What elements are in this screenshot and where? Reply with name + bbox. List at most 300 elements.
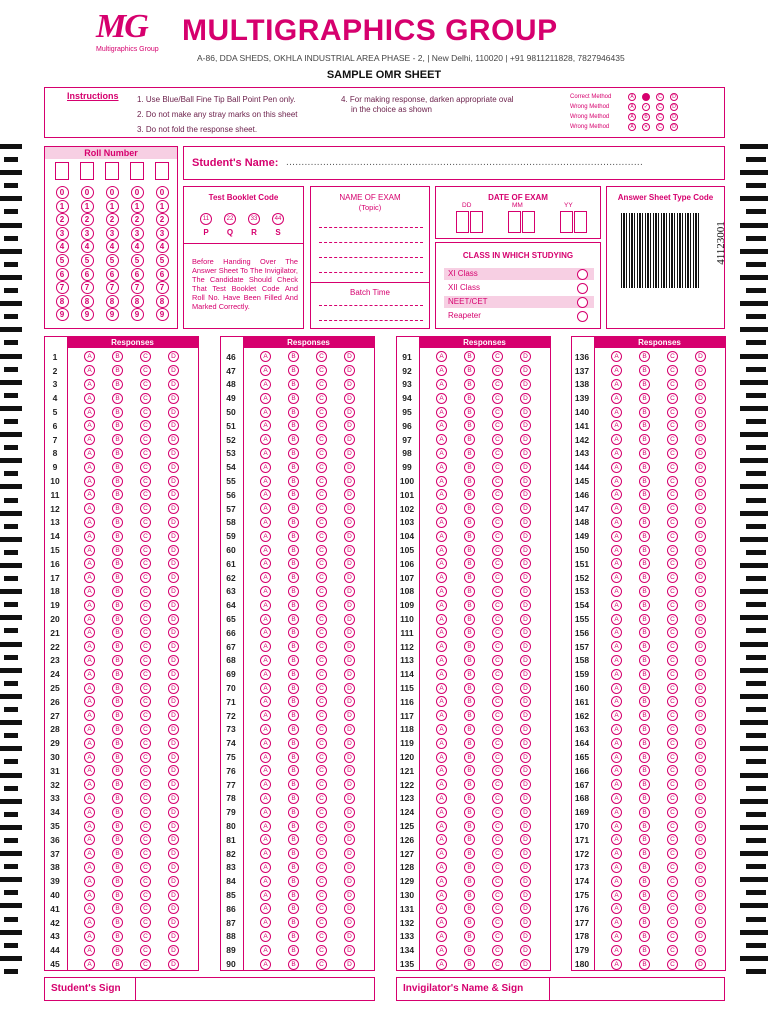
roll-bubble[interactable]: 6 bbox=[56, 268, 69, 281]
answer-bubble[interactable]: C bbox=[492, 434, 503, 445]
answer-bubble[interactable]: B bbox=[112, 641, 123, 652]
answer-bubble[interactable]: C bbox=[140, 627, 151, 638]
answer-bubble[interactable]: C bbox=[140, 476, 151, 487]
answer-bubble[interactable]: A bbox=[260, 931, 271, 942]
answer-bubble[interactable]: C bbox=[667, 834, 678, 845]
answer-bubble[interactable]: D bbox=[695, 876, 706, 887]
answer-bubble[interactable]: A bbox=[84, 434, 95, 445]
answer-bubble[interactable]: D bbox=[520, 641, 531, 652]
roll-bubble[interactable]: 0 bbox=[81, 186, 94, 199]
booklet-code-bubble[interactable]: 44 bbox=[272, 213, 284, 225]
answer-bubble[interactable]: C bbox=[140, 641, 151, 652]
answer-bubble[interactable]: D bbox=[168, 655, 179, 666]
roll-bubble[interactable]: 5 bbox=[81, 254, 94, 267]
answer-bubble[interactable]: C bbox=[140, 807, 151, 818]
answer-bubble[interactable]: D bbox=[695, 379, 706, 390]
answer-bubble[interactable]: A bbox=[260, 503, 271, 514]
answer-bubble[interactable]: A bbox=[436, 379, 447, 390]
answer-bubble[interactable]: C bbox=[316, 365, 327, 376]
answer-bubble[interactable]: D bbox=[695, 655, 706, 666]
answer-bubble[interactable]: A bbox=[436, 614, 447, 625]
answer-bubble[interactable]: A bbox=[84, 393, 95, 404]
roll-write-box[interactable] bbox=[80, 162, 94, 180]
answer-bubble[interactable]: C bbox=[492, 807, 503, 818]
answer-bubble[interactable]: B bbox=[288, 476, 299, 487]
answer-bubble[interactable]: B bbox=[639, 393, 650, 404]
answer-bubble[interactable]: A bbox=[611, 641, 622, 652]
answer-bubble[interactable]: C bbox=[140, 683, 151, 694]
answer-bubble[interactable]: B bbox=[639, 931, 650, 942]
answer-bubble[interactable]: D bbox=[344, 931, 355, 942]
roll-bubble[interactable]: 8 bbox=[131, 295, 144, 308]
answer-bubble[interactable]: D bbox=[520, 434, 531, 445]
answer-bubble[interactable]: A bbox=[260, 531, 271, 542]
roll-bubble[interactable]: 0 bbox=[156, 186, 169, 199]
answer-bubble[interactable]: D bbox=[520, 531, 531, 542]
answer-bubble[interactable]: C bbox=[316, 407, 327, 418]
answer-bubble[interactable]: C bbox=[316, 779, 327, 790]
answer-bubble[interactable]: D bbox=[520, 683, 531, 694]
answer-bubble[interactable]: C bbox=[316, 862, 327, 873]
answer-bubble[interactable]: C bbox=[316, 807, 327, 818]
answer-bubble[interactable]: D bbox=[695, 365, 706, 376]
answer-bubble[interactable]: B bbox=[288, 558, 299, 569]
batch-line[interactable] bbox=[319, 305, 423, 306]
answer-bubble[interactable]: C bbox=[492, 890, 503, 901]
roll-bubble[interactable]: 7 bbox=[81, 281, 94, 294]
answer-bubble[interactable]: A bbox=[436, 738, 447, 749]
answer-bubble[interactable]: D bbox=[168, 696, 179, 707]
answer-bubble[interactable]: B bbox=[112, 931, 123, 942]
answer-bubble[interactable]: C bbox=[492, 862, 503, 873]
answer-bubble[interactable]: D bbox=[695, 848, 706, 859]
roll-bubble[interactable]: 2 bbox=[156, 213, 169, 226]
answer-bubble[interactable]: C bbox=[667, 365, 678, 376]
answer-bubble[interactable]: D bbox=[168, 779, 179, 790]
answer-bubble[interactable]: A bbox=[260, 655, 271, 666]
answer-bubble[interactable]: C bbox=[316, 917, 327, 928]
answer-bubble[interactable]: B bbox=[288, 807, 299, 818]
answer-bubble[interactable]: C bbox=[667, 724, 678, 735]
answer-bubble[interactable]: A bbox=[436, 393, 447, 404]
answer-bubble[interactable]: A bbox=[260, 572, 271, 583]
answer-bubble[interactable]: C bbox=[492, 627, 503, 638]
answer-bubble[interactable]: B bbox=[288, 351, 299, 362]
answer-bubble[interactable]: B bbox=[464, 655, 475, 666]
answer-bubble[interactable]: B bbox=[639, 407, 650, 418]
answer-bubble[interactable]: B bbox=[464, 503, 475, 514]
answer-bubble[interactable]: A bbox=[260, 793, 271, 804]
answer-bubble[interactable]: A bbox=[84, 779, 95, 790]
answer-bubble[interactable]: D bbox=[520, 834, 531, 845]
answer-bubble[interactable]: B bbox=[112, 503, 123, 514]
answer-bubble[interactable]: B bbox=[639, 600, 650, 611]
answer-bubble[interactable]: B bbox=[639, 683, 650, 694]
answer-bubble[interactable]: A bbox=[611, 834, 622, 845]
answer-bubble[interactable]: A bbox=[611, 710, 622, 721]
answer-bubble[interactable]: A bbox=[436, 600, 447, 611]
answer-bubble[interactable]: A bbox=[260, 821, 271, 832]
roll-bubble[interactable]: 2 bbox=[56, 213, 69, 226]
answer-bubble[interactable]: D bbox=[168, 448, 179, 459]
answer-bubble[interactable]: C bbox=[140, 793, 151, 804]
roll-bubble[interactable]: 3 bbox=[131, 227, 144, 240]
answer-bubble[interactable]: D bbox=[695, 931, 706, 942]
answer-bubble[interactable]: B bbox=[288, 614, 299, 625]
answer-bubble[interactable]: D bbox=[168, 862, 179, 873]
answer-bubble[interactable]: D bbox=[520, 489, 531, 500]
answer-bubble[interactable]: A bbox=[84, 821, 95, 832]
answer-bubble[interactable]: B bbox=[464, 738, 475, 749]
answer-bubble[interactable]: C bbox=[667, 448, 678, 459]
answer-bubble[interactable]: C bbox=[667, 503, 678, 514]
answer-bubble[interactable]: B bbox=[464, 379, 475, 390]
answer-bubble[interactable]: C bbox=[316, 738, 327, 749]
answer-bubble[interactable]: D bbox=[168, 793, 179, 804]
answer-bubble[interactable]: B bbox=[288, 641, 299, 652]
answer-bubble[interactable]: C bbox=[316, 931, 327, 942]
answer-bubble[interactable]: D bbox=[695, 696, 706, 707]
answer-bubble[interactable]: A bbox=[436, 821, 447, 832]
answer-bubble[interactable]: A bbox=[436, 931, 447, 942]
answer-bubble[interactable]: D bbox=[520, 862, 531, 873]
answer-bubble[interactable]: D bbox=[168, 614, 179, 625]
answer-bubble[interactable]: D bbox=[695, 351, 706, 362]
class-bubble[interactable] bbox=[577, 311, 588, 322]
date-digit-box[interactable] bbox=[470, 211, 483, 233]
answer-bubble[interactable]: D bbox=[168, 834, 179, 845]
answer-bubble[interactable]: C bbox=[316, 600, 327, 611]
answer-bubble[interactable]: A bbox=[611, 959, 622, 970]
answer-bubble[interactable]: D bbox=[344, 834, 355, 845]
answer-bubble[interactable]: C bbox=[316, 765, 327, 776]
answer-bubble[interactable]: A bbox=[436, 572, 447, 583]
answer-bubble[interactable]: D bbox=[344, 558, 355, 569]
answer-bubble[interactable]: D bbox=[520, 765, 531, 776]
answer-bubble[interactable]: C bbox=[140, 420, 151, 431]
answer-bubble[interactable]: C bbox=[492, 379, 503, 390]
answer-bubble[interactable]: A bbox=[260, 876, 271, 887]
answer-bubble[interactable]: B bbox=[639, 517, 650, 528]
answer-bubble[interactable]: B bbox=[464, 917, 475, 928]
answer-bubble[interactable]: B bbox=[288, 765, 299, 776]
answer-bubble[interactable]: D bbox=[168, 420, 179, 431]
answer-bubble[interactable]: D bbox=[520, 351, 531, 362]
answer-bubble[interactable]: B bbox=[288, 821, 299, 832]
answer-bubble[interactable]: D bbox=[695, 448, 706, 459]
answer-bubble[interactable]: B bbox=[112, 848, 123, 859]
answer-bubble[interactable]: B bbox=[112, 959, 123, 970]
answer-bubble[interactable]: D bbox=[520, 696, 531, 707]
answer-bubble[interactable]: A bbox=[611, 600, 622, 611]
answer-bubble[interactable]: D bbox=[520, 627, 531, 638]
answer-bubble[interactable]: D bbox=[344, 724, 355, 735]
answer-bubble[interactable]: D bbox=[520, 517, 531, 528]
roll-bubble[interactable]: 3 bbox=[81, 227, 94, 240]
answer-bubble[interactable]: B bbox=[464, 959, 475, 970]
answer-bubble[interactable]: A bbox=[611, 917, 622, 928]
answer-bubble[interactable]: B bbox=[639, 821, 650, 832]
answer-bubble[interactable]: B bbox=[639, 862, 650, 873]
answer-bubble[interactable]: B bbox=[639, 738, 650, 749]
answer-bubble[interactable]: A bbox=[260, 779, 271, 790]
answer-bubble[interactable]: A bbox=[84, 834, 95, 845]
answer-bubble[interactable]: D bbox=[695, 738, 706, 749]
answer-bubble[interactable]: A bbox=[260, 558, 271, 569]
answer-bubble[interactable]: D bbox=[168, 931, 179, 942]
answer-bubble[interactable]: D bbox=[695, 683, 706, 694]
answer-bubble[interactable]: A bbox=[436, 807, 447, 818]
answer-bubble[interactable]: B bbox=[639, 531, 650, 542]
class-option-xi[interactable] bbox=[444, 268, 594, 280]
answer-bubble[interactable]: C bbox=[140, 959, 151, 970]
student-name-field[interactable]: .................................................................................................................... bbox=[286, 157, 644, 168]
answer-bubble[interactable]: A bbox=[84, 890, 95, 901]
answer-bubble[interactable]: D bbox=[695, 752, 706, 763]
roll-bubble[interactable]: 9 bbox=[106, 308, 119, 321]
answer-bubble[interactable]: C bbox=[140, 351, 151, 362]
answer-bubble[interactable]: D bbox=[344, 586, 355, 597]
answer-bubble[interactable]: C bbox=[316, 558, 327, 569]
roll-bubble[interactable]: 1 bbox=[156, 200, 169, 213]
answer-bubble[interactable]: C bbox=[492, 696, 503, 707]
answer-bubble[interactable]: C bbox=[140, 669, 151, 680]
answer-bubble[interactable]: C bbox=[492, 614, 503, 625]
roll-bubble[interactable]: 8 bbox=[56, 295, 69, 308]
answer-bubble[interactable]: B bbox=[112, 779, 123, 790]
answer-bubble[interactable]: C bbox=[492, 476, 503, 487]
answer-bubble[interactable]: B bbox=[639, 558, 650, 569]
answer-bubble[interactable]: C bbox=[140, 448, 151, 459]
answer-bubble[interactable]: A bbox=[84, 683, 95, 694]
answer-bubble[interactable]: C bbox=[492, 793, 503, 804]
exam-line[interactable] bbox=[319, 257, 423, 258]
answer-bubble[interactable]: D bbox=[695, 558, 706, 569]
answer-bubble[interactable]: B bbox=[288, 627, 299, 638]
answer-bubble[interactable]: D bbox=[695, 517, 706, 528]
answer-bubble[interactable]: A bbox=[84, 696, 95, 707]
answer-bubble[interactable]: A bbox=[611, 545, 622, 556]
answer-bubble[interactable]: B bbox=[112, 903, 123, 914]
answer-bubble[interactable]: D bbox=[520, 848, 531, 859]
answer-bubble[interactable]: C bbox=[140, 821, 151, 832]
answer-bubble[interactable]: D bbox=[695, 724, 706, 735]
answer-bubble[interactable]: B bbox=[112, 365, 123, 376]
answer-bubble[interactable]: B bbox=[464, 793, 475, 804]
answer-bubble[interactable]: C bbox=[492, 641, 503, 652]
answer-bubble[interactable]: A bbox=[436, 862, 447, 873]
answer-bubble[interactable]: B bbox=[112, 917, 123, 928]
answer-bubble[interactable]: D bbox=[520, 586, 531, 597]
answer-bubble[interactable]: B bbox=[464, 890, 475, 901]
answer-bubble[interactable]: A bbox=[260, 462, 271, 473]
answer-bubble[interactable]: D bbox=[168, 903, 179, 914]
answer-bubble[interactable]: A bbox=[84, 517, 95, 528]
answer-bubble[interactable]: B bbox=[639, 434, 650, 445]
answer-bubble[interactable]: A bbox=[260, 545, 271, 556]
answer-bubble[interactable]: B bbox=[288, 434, 299, 445]
answer-bubble[interactable]: C bbox=[140, 724, 151, 735]
answer-bubble[interactable]: A bbox=[436, 476, 447, 487]
answer-bubble[interactable]: A bbox=[611, 586, 622, 597]
answer-bubble[interactable]: C bbox=[667, 862, 678, 873]
roll-bubble[interactable]: 5 bbox=[131, 254, 144, 267]
answer-bubble[interactable]: C bbox=[140, 503, 151, 514]
answer-bubble[interactable]: B bbox=[639, 476, 650, 487]
roll-bubble[interactable]: 6 bbox=[81, 268, 94, 281]
answer-bubble[interactable]: A bbox=[260, 379, 271, 390]
answer-bubble[interactable]: A bbox=[84, 945, 95, 956]
answer-bubble[interactable]: A bbox=[84, 917, 95, 928]
answer-bubble[interactable]: D bbox=[168, 407, 179, 418]
class-bubble[interactable] bbox=[577, 297, 588, 308]
answer-bubble[interactable]: B bbox=[112, 558, 123, 569]
answer-bubble[interactable]: B bbox=[464, 807, 475, 818]
answer-bubble[interactable]: C bbox=[667, 462, 678, 473]
answer-bubble[interactable]: A bbox=[436, 752, 447, 763]
answer-bubble[interactable]: D bbox=[168, 959, 179, 970]
answer-bubble[interactable]: C bbox=[492, 821, 503, 832]
answer-bubble[interactable]: C bbox=[667, 821, 678, 832]
answer-bubble[interactable]: B bbox=[112, 683, 123, 694]
answer-bubble[interactable]: D bbox=[344, 572, 355, 583]
answer-bubble[interactable]: A bbox=[84, 462, 95, 473]
answer-bubble[interactable]: C bbox=[316, 641, 327, 652]
answer-bubble[interactable]: C bbox=[140, 779, 151, 790]
roll-bubble[interactable]: 2 bbox=[131, 213, 144, 226]
answer-bubble[interactable]: C bbox=[316, 489, 327, 500]
answer-bubble[interactable]: B bbox=[464, 931, 475, 942]
roll-bubble[interactable]: 2 bbox=[106, 213, 119, 226]
answer-bubble[interactable]: A bbox=[84, 586, 95, 597]
answer-bubble[interactable]: B bbox=[464, 752, 475, 763]
answer-bubble[interactable]: B bbox=[464, 434, 475, 445]
answer-bubble[interactable]: A bbox=[611, 462, 622, 473]
answer-bubble[interactable]: C bbox=[316, 379, 327, 390]
answer-bubble[interactable]: C bbox=[667, 903, 678, 914]
answer-bubble[interactable]: B bbox=[112, 379, 123, 390]
answer-bubble[interactable]: C bbox=[140, 834, 151, 845]
answer-bubble[interactable]: B bbox=[464, 517, 475, 528]
answer-bubble[interactable]: C bbox=[492, 351, 503, 362]
answer-bubble[interactable]: C bbox=[492, 710, 503, 721]
answer-bubble[interactable]: C bbox=[140, 890, 151, 901]
answer-bubble[interactable]: A bbox=[436, 531, 447, 542]
answer-bubble[interactable]: B bbox=[288, 724, 299, 735]
answer-bubble[interactable]: D bbox=[168, 724, 179, 735]
answer-bubble[interactable]: B bbox=[464, 876, 475, 887]
answer-bubble[interactable]: A bbox=[611, 779, 622, 790]
answer-bubble[interactable]: D bbox=[168, 393, 179, 404]
answer-bubble[interactable]: C bbox=[140, 945, 151, 956]
answer-bubble[interactable]: A bbox=[84, 903, 95, 914]
answer-bubble[interactable]: B bbox=[288, 834, 299, 845]
answer-bubble[interactable]: C bbox=[667, 765, 678, 776]
answer-bubble[interactable]: A bbox=[611, 655, 622, 666]
answer-bubble[interactable]: B bbox=[112, 393, 123, 404]
answer-bubble[interactable]: B bbox=[112, 834, 123, 845]
answer-bubble[interactable]: A bbox=[84, 710, 95, 721]
answer-bubble[interactable]: A bbox=[260, 890, 271, 901]
answer-bubble[interactable]: B bbox=[288, 669, 299, 680]
answer-bubble[interactable]: A bbox=[611, 503, 622, 514]
answer-bubble[interactable]: C bbox=[140, 696, 151, 707]
answer-bubble[interactable]: A bbox=[611, 448, 622, 459]
answer-bubble[interactable]: D bbox=[695, 862, 706, 873]
answer-bubble[interactable]: D bbox=[344, 793, 355, 804]
answer-bubble[interactable]: B bbox=[464, 641, 475, 652]
answer-bubble[interactable]: A bbox=[260, 393, 271, 404]
answer-bubble[interactable]: B bbox=[288, 959, 299, 970]
answer-bubble[interactable]: C bbox=[492, 365, 503, 376]
answer-bubble[interactable]: C bbox=[140, 517, 151, 528]
answer-bubble[interactable]: D bbox=[520, 738, 531, 749]
roll-write-box[interactable] bbox=[155, 162, 169, 180]
roll-write-box[interactable] bbox=[105, 162, 119, 180]
roll-bubble[interactable]: 9 bbox=[156, 308, 169, 321]
answer-bubble[interactable]: C bbox=[316, 420, 327, 431]
answer-bubble[interactable]: A bbox=[84, 600, 95, 611]
answer-bubble[interactable]: B bbox=[112, 545, 123, 556]
answer-bubble[interactable]: B bbox=[288, 917, 299, 928]
answer-bubble[interactable]: D bbox=[695, 821, 706, 832]
answer-bubble[interactable]: C bbox=[492, 903, 503, 914]
answer-bubble[interactable]: A bbox=[436, 420, 447, 431]
answer-bubble[interactable]: C bbox=[667, 655, 678, 666]
answer-bubble[interactable]: C bbox=[316, 724, 327, 735]
answer-bubble[interactable]: B bbox=[639, 903, 650, 914]
answer-bubble[interactable]: C bbox=[316, 545, 327, 556]
date-digit-box[interactable] bbox=[508, 211, 521, 233]
answer-bubble[interactable]: C bbox=[316, 669, 327, 680]
answer-bubble[interactable]: C bbox=[492, 738, 503, 749]
date-digit-box[interactable] bbox=[456, 211, 469, 233]
answer-bubble[interactable]: B bbox=[112, 462, 123, 473]
answer-bubble[interactable]: C bbox=[316, 945, 327, 956]
answer-bubble[interactable]: B bbox=[639, 876, 650, 887]
answer-bubble[interactable]: A bbox=[84, 862, 95, 873]
answer-bubble[interactable]: D bbox=[168, 807, 179, 818]
answer-bubble[interactable]: D bbox=[344, 821, 355, 832]
answer-bubble[interactable]: D bbox=[695, 489, 706, 500]
answer-bubble[interactable]: D bbox=[695, 462, 706, 473]
answer-bubble[interactable]: C bbox=[140, 600, 151, 611]
answer-bubble[interactable]: D bbox=[168, 586, 179, 597]
answer-bubble[interactable]: A bbox=[611, 572, 622, 583]
roll-bubble[interactable]: 4 bbox=[156, 240, 169, 253]
answer-bubble[interactable]: B bbox=[464, 558, 475, 569]
answer-bubble[interactable]: D bbox=[344, 765, 355, 776]
answer-bubble[interactable]: A bbox=[260, 489, 271, 500]
answer-bubble[interactable]: A bbox=[84, 476, 95, 487]
answer-bubble[interactable]: A bbox=[84, 558, 95, 569]
answer-bubble[interactable]: D bbox=[168, 572, 179, 583]
date-digit-box[interactable] bbox=[560, 211, 573, 233]
answer-bubble[interactable]: C bbox=[316, 793, 327, 804]
answer-bubble[interactable]: C bbox=[316, 462, 327, 473]
answer-bubble[interactable]: C bbox=[140, 572, 151, 583]
answer-bubble[interactable]: C bbox=[667, 848, 678, 859]
answer-bubble[interactable]: D bbox=[695, 793, 706, 804]
answer-bubble[interactable]: D bbox=[168, 752, 179, 763]
answer-bubble[interactable]: C bbox=[492, 945, 503, 956]
answer-bubble[interactable]: D bbox=[695, 669, 706, 680]
answer-bubble[interactable]: C bbox=[316, 903, 327, 914]
roll-bubble[interactable]: 1 bbox=[56, 200, 69, 213]
answer-bubble[interactable]: C bbox=[492, 545, 503, 556]
answer-bubble[interactable]: A bbox=[611, 407, 622, 418]
answer-bubble[interactable]: D bbox=[695, 959, 706, 970]
